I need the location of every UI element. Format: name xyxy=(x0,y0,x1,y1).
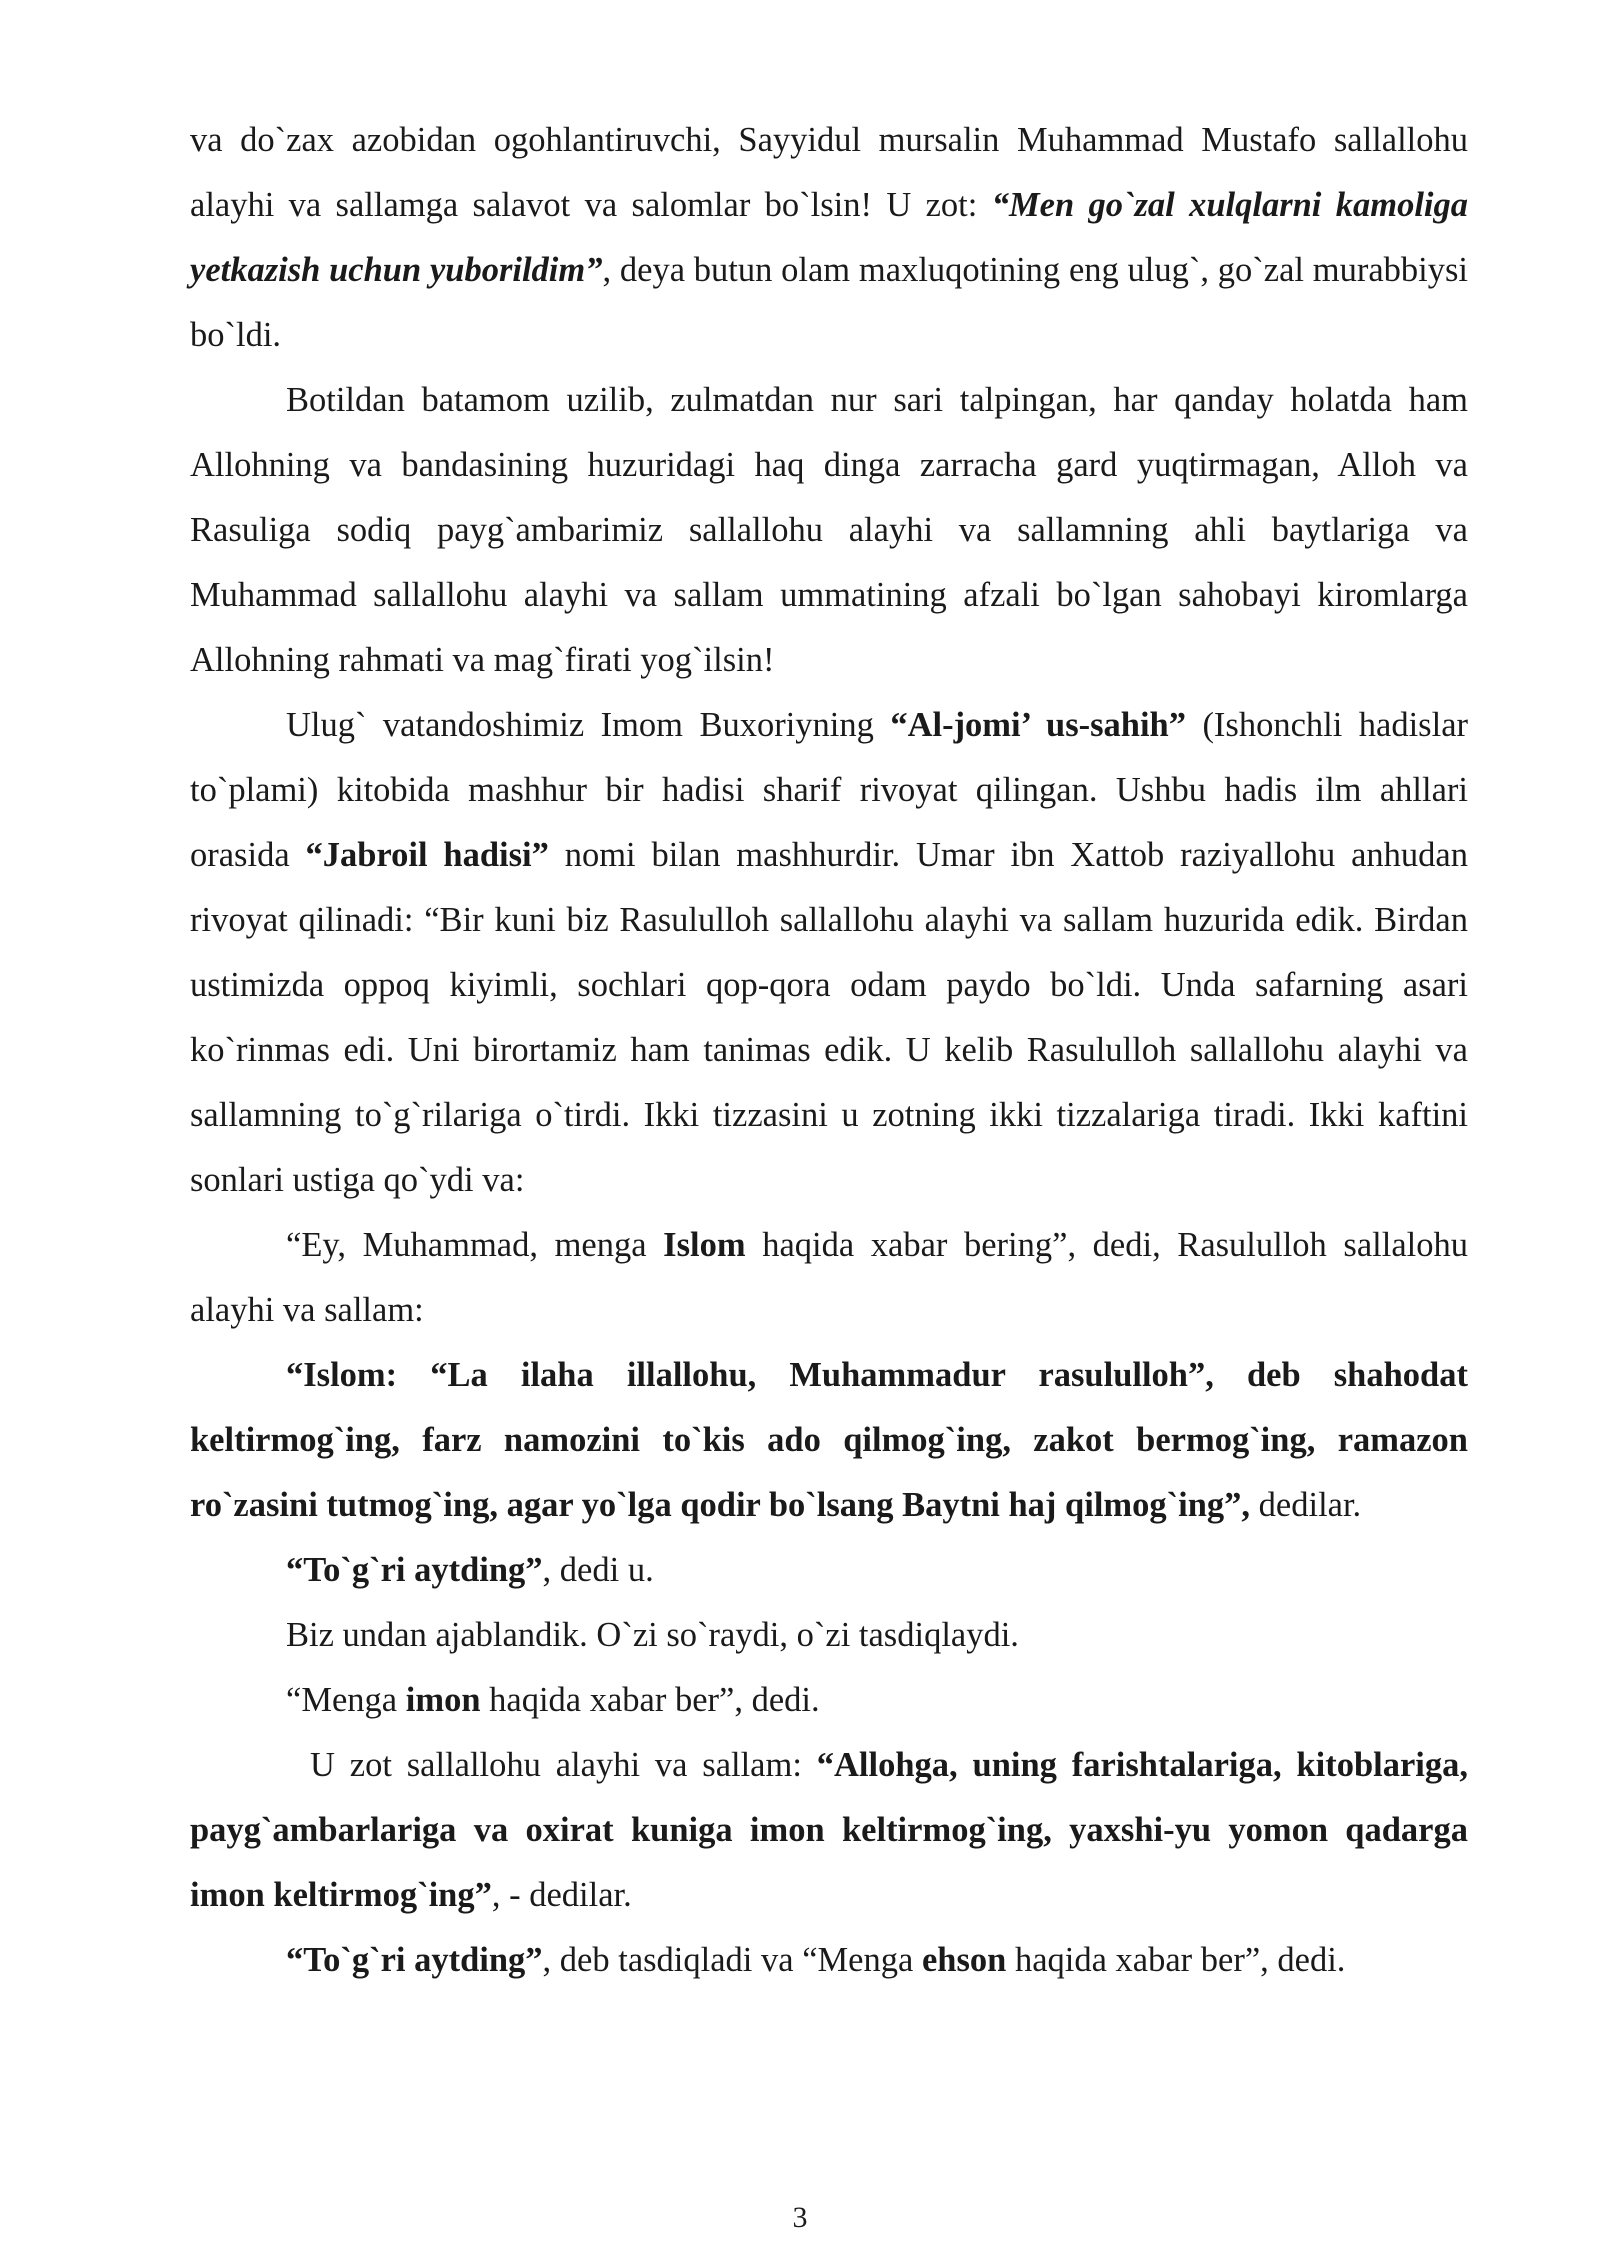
text-run: haqida xabar ber”, dedi. xyxy=(480,1681,820,1719)
text-run: Ulug` vatandoshimiz Imom Buxoriyning xyxy=(286,706,891,744)
paragraph xyxy=(190,1538,1468,1603)
paragraph xyxy=(190,693,1468,1213)
paragraph xyxy=(190,1343,1468,1538)
bold-text: “To`g`ri aytding” xyxy=(286,1551,543,1589)
paragraph xyxy=(190,108,1468,368)
bold-text: “Allohga, uning farishtalariga, kitoblariga, payg`ambarlariga va oxirat kuniga imon keltirmog`ing, yaxshi-yu yomon qadarga imon keltirmog`ing” xyxy=(190,1746,1468,1914)
bold-text: imon xyxy=(405,1681,481,1719)
text-run: “Ey, Muhammad, menga xyxy=(286,1226,664,1264)
paragraph xyxy=(190,368,1468,693)
paragraph xyxy=(190,1928,1468,1993)
bold-italic-text: “Men go`zal xulqlarni kamoliga yetkazish uchun yuborildim” xyxy=(190,186,1468,289)
page-number: 3 xyxy=(792,2201,808,2234)
bold-text: ehson xyxy=(921,1941,1007,1979)
document-body xyxy=(190,108,1468,1993)
text-run: , deya butun olam maxluqotining eng ulug`, go`zal murabbiysi bo`ldi. xyxy=(190,251,1468,354)
text-run: dedilar. xyxy=(1250,1486,1362,1524)
text-run: U zot sallallohu alayhi va sallam: xyxy=(310,1746,817,1784)
paragraph xyxy=(190,1213,1468,1343)
text-run: nomi bilan mashhurdir. Umar ibn Xattob raziyallohu anhudan rivoyat qilinadi: “Bir kuni biz Rasululloh sallallohu alayhi va sallam huzurida edik. Birdan ustimizda oppoq kiyimli, sochlari qop-qora odam paydo bo`ldi. Unda safarning asari ko`rinmas edi. Uni birortamiz ham tanimas edik. U kelib Rasululloh sallallohu alayhi va sallamning to`g`rilariga o`tirdi. Ikki tizzasini u zotning ikki tizzalariga tiradi. Ikki kaftini sonlari ustiga qo`ydi va: xyxy=(190,836,1468,1199)
text-run: Biz undan ajablandik. O`zi so`raydi, o`zi tasdiqlaydi. xyxy=(286,1616,1019,1654)
bold-text: “Al-jomi’ us-sahih” xyxy=(890,706,1186,744)
text-run: haqida xabar bering”, dedi, Rasululloh sallalohu alayhi va sallam: xyxy=(190,1226,1468,1329)
bold-text: “Islom: “La ilaha illallohu, Muhammadur rasululloh”, deb shahodat keltirmog`ing, farz namozini to`kis ado qilmog`ing, zakot bermog`ing, ramazon ro`zasini tutmog`ing, agar yo`lga qodir bo`lsang Baytni haj qilmog`ing”, xyxy=(190,1356,1468,1524)
text-run: “Menga xyxy=(286,1681,406,1719)
text-run: , - dedilar. xyxy=(491,1876,632,1914)
document-page xyxy=(190,108,1468,1993)
text-run: va do`zax azobidan ogohlantiruvchi, Sayyidul mursalin Muhammad Mustafo sallallohu alayhi va sallamga salavot va salomlar bo`lsin! U zot: xyxy=(190,121,1468,224)
paragraph xyxy=(190,1603,1468,1668)
paragraph xyxy=(190,1733,1468,1928)
text-run: , deb tasdiqladi va “Menga xyxy=(542,1941,922,1979)
text-run: Botildan batamom uzilib, zulmatdan nur sari talpingan, har qanday holatda ham Allohning va bandasining huzuridagi haq dinga zarracha gard yuqtirmagan, Alloh va Rasuliga sodiq payg`ambarimiz sallallohu alayhi va sallamning ahli baytlariga va Muhammad sallallohu alayhi va sallam ummatining afzali bo`lgan sahobayi kiromlarga Allohning rahmati va mag`firati yog`ilsin! xyxy=(190,381,1468,679)
text-run: , dedi u. xyxy=(542,1551,654,1589)
bold-text: “To`g`ri aytding” xyxy=(286,1941,543,1979)
text-run: (Ishonchli hadislar to`plami) kitobida mashhur bir hadisi sharif rivoyat qilingan. Ushbu hadis ilm ahllari orasida xyxy=(190,706,1468,874)
text-run: haqida xabar ber”, dedi. xyxy=(1006,1941,1346,1979)
bold-text: Islom xyxy=(663,1226,746,1264)
bold-text: “Jabroil hadisi” xyxy=(305,836,549,874)
paragraph xyxy=(190,1668,1468,1733)
